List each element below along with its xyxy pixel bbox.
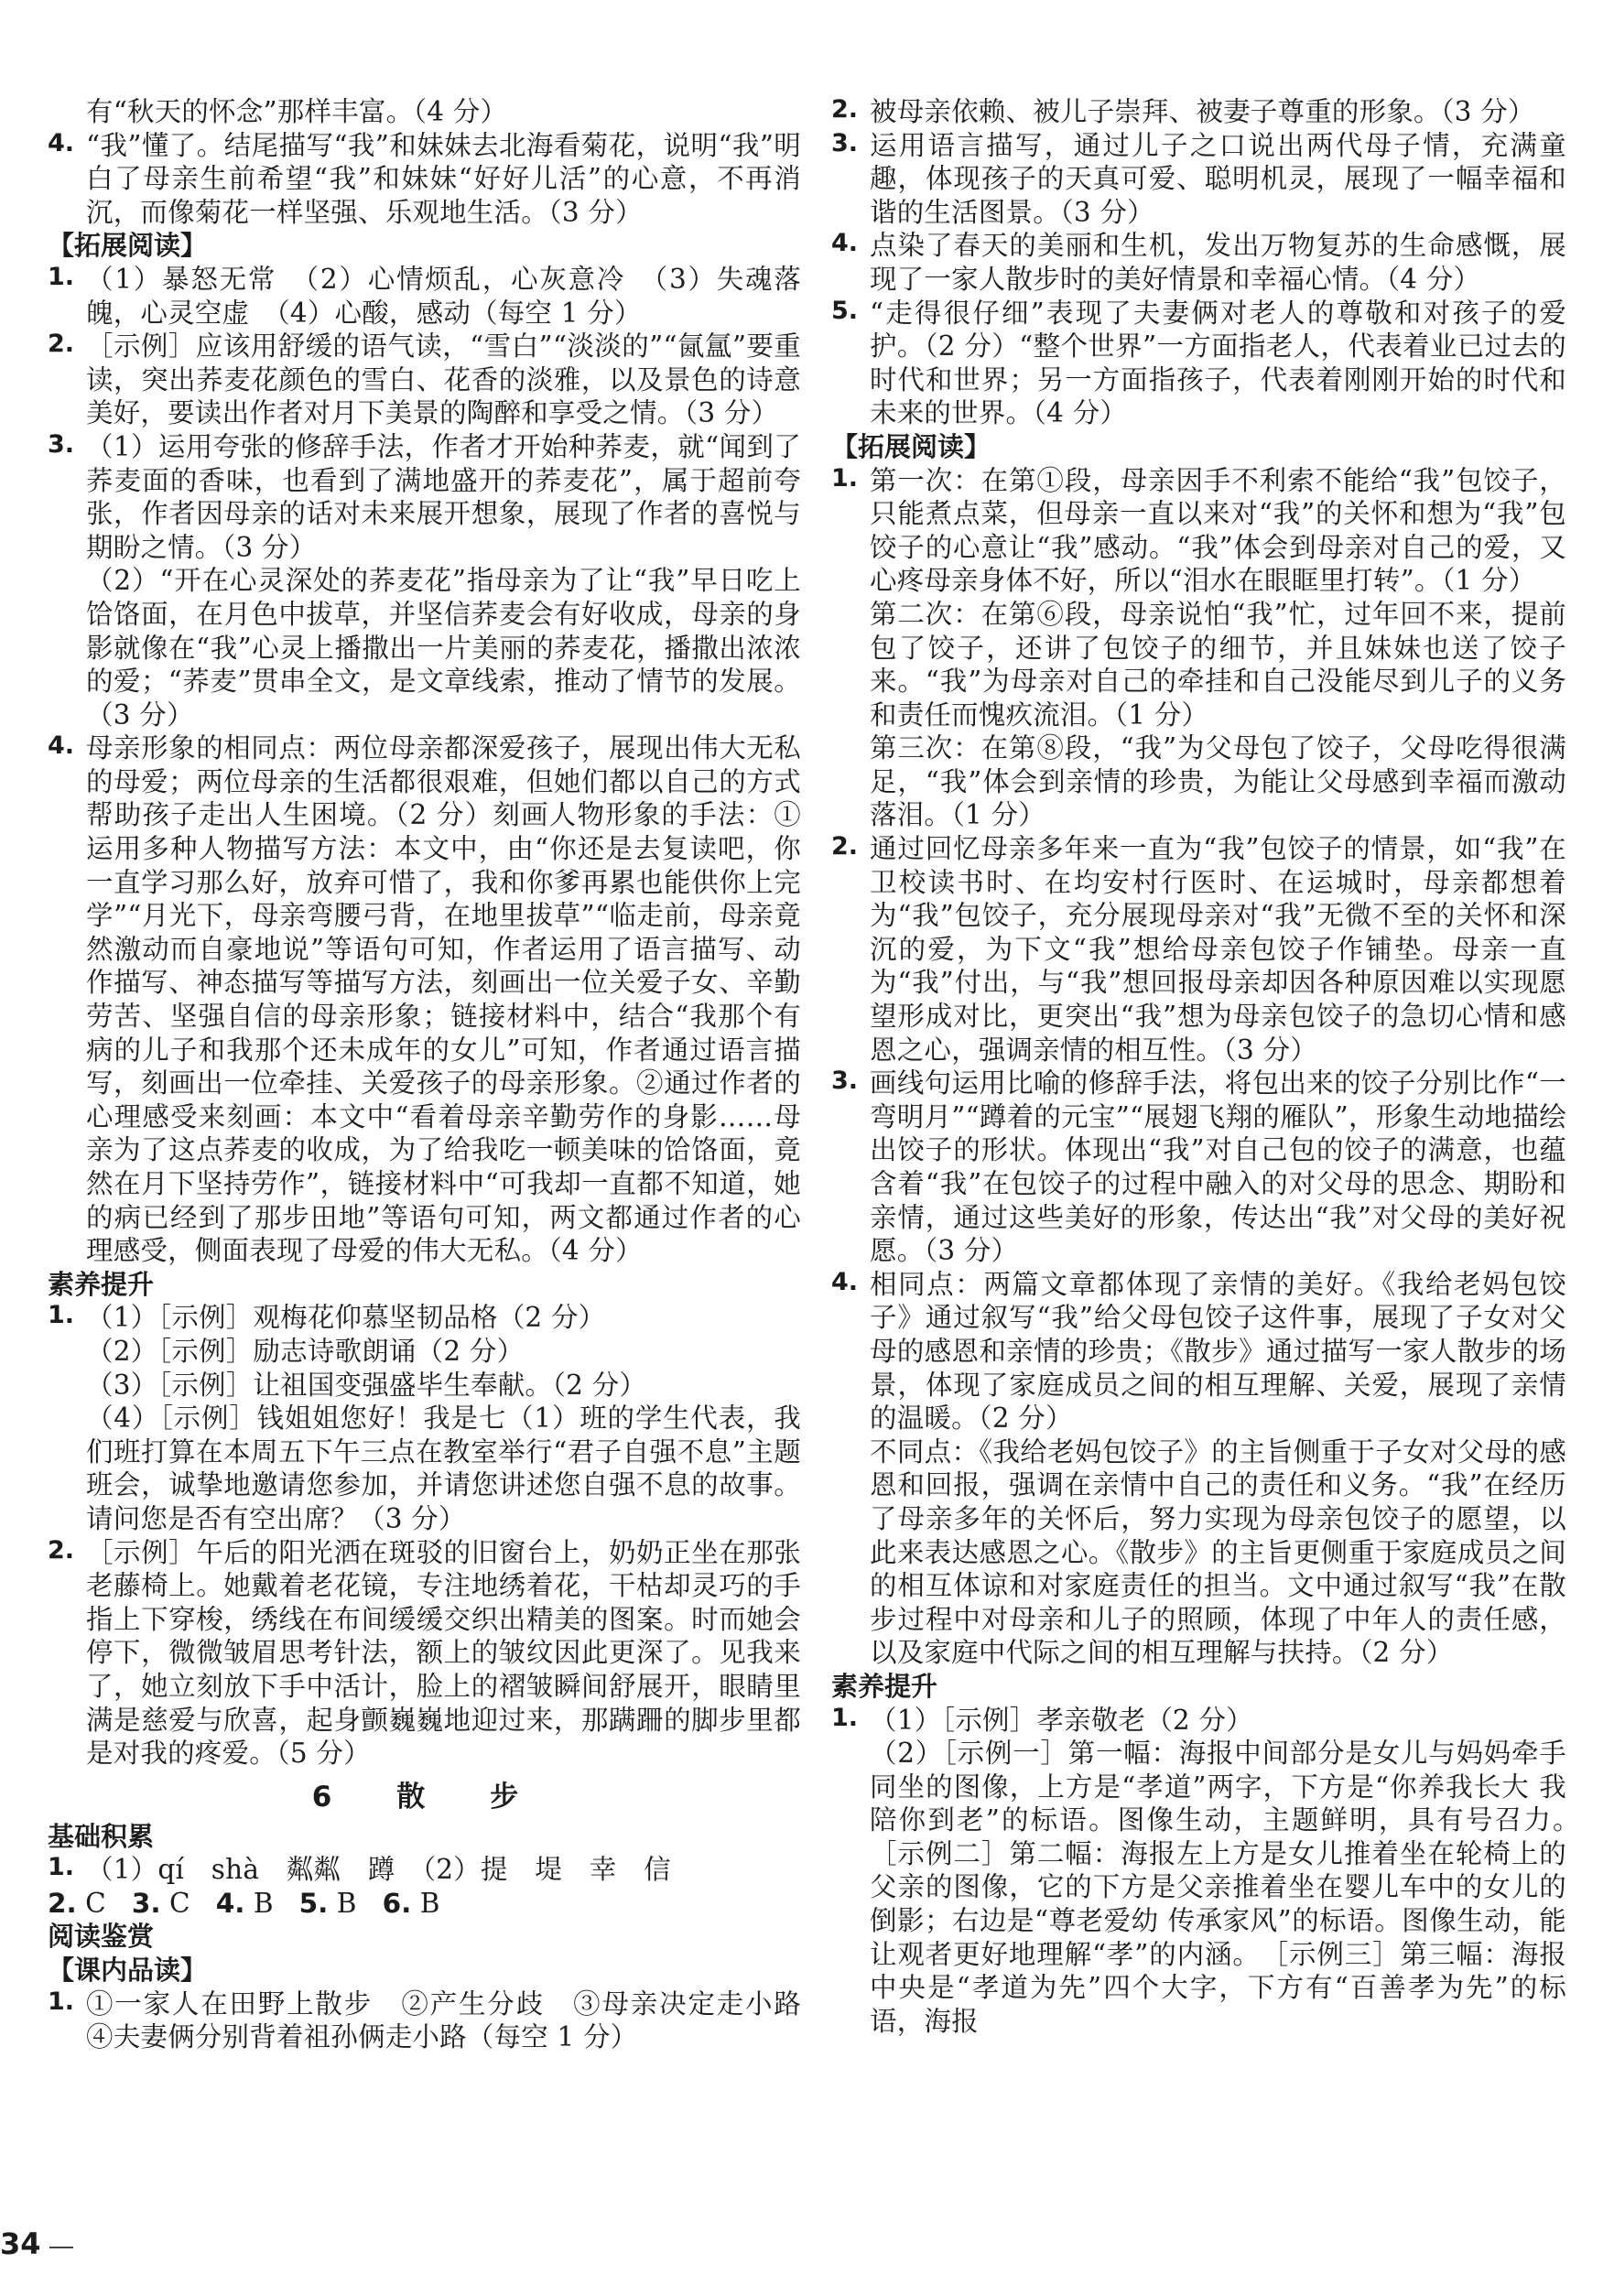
answer-subtext: （4）［示例］钱姐姐您好！我是七（1）班的学生代表，我们班打算在本周五下午三点在教室举行“君子自强不息”主题班会，诚挚地邀请您参加，并请您讲述您自强不息的故事。请问您是否有空出席？（3 分） [86, 1403, 801, 1534]
answer-subtext: 第三次：在第⑧段，“我”为父母包了饺子，父母吃得很满足，“我”体会到亲情的珍贵，为能让父母感到幸福而激动落泪。（1 分） [870, 732, 1566, 831]
item-number: 2. [831, 832, 859, 861]
choice-answer: B [336, 1887, 357, 1919]
section-heading-literacy: 素养提升 [831, 1670, 938, 1702]
answer-subtext: （1）［示例］孝亲敬老（2 分） [870, 1704, 1253, 1736]
answer-text: （1）运用夸张的修辞手法，作者才开始种荞麦，就“闻到了荞麦面的香味，也看到了满地盛开的荞麦花”，属于超前夸张，作者因母亲的话对未来展开想象，展现了作者的喜悦与期盼之情。（3 分） [86, 430, 801, 563]
answer-item [48, 1301, 801, 1535]
answer-text: 第一次：在第①段，母亲因手不利索不能给“我”包饺子，只能煮点菜，但母亲一直以来对“我”的关怀和想为“我”包饺子的心意让“我”感动。“我”体会到母亲对自己的爱，又心疼母亲身体不好，所以“泪水在眼眶里打转”。（1 分） [870, 464, 1566, 597]
item-number: 1. [831, 1703, 859, 1732]
choice-answer: C [168, 1887, 190, 1919]
answer-subtext: 第二次：在第⑥段，母亲说怕“我”忙，过年回不来，提前包了饺子，还讲了包饺子的细节，并且妹妹也送了饺子来。“我”为母亲对自己的牵挂和自己没能尽到儿子的义务和责任而愧疚流泪。（1 分） [870, 598, 1566, 731]
right-column [831, 95, 1594, 2038]
item-number: 1. [48, 1987, 75, 2016]
item-number: 1. [48, 262, 75, 291]
answer-item [48, 263, 801, 330]
item-number: 2. [48, 1535, 75, 1565]
section-heading-literacy: 素养提升 [48, 1268, 155, 1300]
item-number: 5. [298, 1887, 329, 1919]
item-number: 3. [831, 1067, 859, 1096]
item-number: 1. [48, 1853, 75, 1882]
item-number: 4. [215, 1887, 245, 1919]
page-number: 34 [0, 2226, 41, 2261]
answer-item [48, 430, 801, 731]
answer-item [831, 832, 1566, 1067]
lesson-title: 6 散 步 [311, 1780, 537, 1814]
answer-text: ①一家人在田野上散步 ②产生分歧 ③母亲决定走小路 ④夫妻俩分别背着祖孙俩走小路（每空 1 分） [86, 1987, 829, 2053]
continued-text: 有“秋天的怀念”那样丰富。（4 分） [86, 96, 508, 127]
answer-item [48, 129, 801, 230]
answer-subtext: （3）［示例］让祖国变强盛毕生奉献。（2 分） [86, 1369, 647, 1401]
answer-text: 相同点：两篇文章都体现了亲情的美好。《我给老妈包饺子》通过叙写“我”给父母包饺子这件事，展现了子女对父母的感恩和亲情的珍贵；《散步》通过描写一家人散步的场景，体现了家庭成员之间的相互理解、关爱，展现了亲情的温暖。（2 分） [870, 1268, 1566, 1435]
item-number: 4. [831, 229, 859, 258]
answer-text: 点染了春天的美丽和生机，发出万物复苏的生命感慨，展现了一家人散步时的美好情景和幸福心情。（4 分） [870, 230, 1566, 295]
section-heading-extended-reading: 【拓展阅读】 [831, 430, 991, 462]
section-heading-reading: 阅读鉴赏 [48, 1921, 155, 1953]
answer-subtext: （2）［示例一］第一幅：海报中间部分是女儿与妈妈牵手同坐的图像，上方是“孝道”两字，下方是“你养我长大 我陪你到老”的标语。图像生动，主题鲜明，具有号召力。 ［示例二］第二幅：海报左上方是女儿推着坐在轮椅上的父亲的图像，它的下方是父亲推着坐在婴儿车中的女儿的倒影；右边是“尊老爱幼 传承家风”的标语。图像生动，能让观者更好地理解“孝”的内涵。 ［示例三］第三幅：海报中央是“孝道为先”四个大字，下方有“百善孝为先”的标语，海报 [870, 1738, 1594, 2037]
answer-text: 通过回忆母亲多年来一直为“我”包饺子的情景，如“我”在卫校读书时、在均安村行医时、在运城时，母亲都想着为“我”包饺子，充分展现母亲对“我”无微不至的关怀和深沉的爱，为下文“我”想给母亲包饺子作铺垫。母亲一直为“我”付出，与“我”想回报母亲却因各种原因难以实现愿望形成对比，更突出“我”想为母亲包饺子的急切心情和感恩之心，强调亲情的相互性。（3 分） [870, 833, 1566, 1066]
answer-text: （1）暴怒无常 （2）心情烦乱，心灰意冷 （3）失魂落魄，心灵空虚 （4）心酸，感动（每空 1 分） [86, 263, 801, 329]
answer-text: 运用语言描写，通过儿子之口说出两代母子情，充满童趣，体现孩子的天真可爱、聪明机灵，展现了一幅幸福和谐的生活图景。（3 分） [870, 129, 1566, 228]
item-number: 4. [48, 128, 75, 157]
item-number: 1. [831, 463, 859, 493]
answer-item [831, 229, 1566, 296]
answer-item [831, 464, 1566, 833]
answer-subtext: （2）［示例］励志诗歌朗诵（2 分） [86, 1335, 525, 1367]
answer-item [831, 95, 1566, 129]
answer-text: 被母亲依赖、被儿子崇拜、被妻子尊重的形象。（3 分） [870, 96, 1535, 127]
item-number: 3. [131, 1887, 161, 1919]
section-heading-in-class-reading: 【课内品读】 [48, 1955, 208, 1987]
section-heading-extended-reading: 【拓展阅读】 [48, 230, 208, 262]
choice-answer: C [85, 1887, 106, 1919]
answer-subtext: （2）“开在心灵深处的荞麦花”指母亲为了让“我”早日吃上饸饹面，在月色中拔草，并坚信荞麦会有好收成，母亲的身影就像在“我”心灵上播撒出一片美丽的荞麦花，播撒出浓浓的爱；“荞麦”贯串全文，是文章线索，推动了情节的发展。（3 分） [86, 565, 801, 731]
page-number-rule [49, 2247, 73, 2248]
answer-item [48, 1853, 801, 1887]
answer-text: ［示例］午后的阳光洒在斑驳的旧窗台上，奶奶正坐在那张老藤椅上。她戴着老花镜，专注地绣着花，干枯却灵巧的手指上下穿梭，绣线在布间缓缓交织出精美的图案。时而她会停下，微微皱眉思考针法，额上的皱纹因此更深了。见我来了，她立刻放下手中活计，脸上的褶皱瞬间舒展开，眼睛里满是慈爱与欣喜，起身颤巍巍地迎过来，那蹒跚的脚步里都是对我的疼爱。（5 分） [86, 1536, 801, 1770]
answer-item [48, 731, 801, 1268]
answer-subtext: （1）［示例］观梅花仰慕坚韧品格（2 分） [86, 1302, 606, 1334]
answer-item [831, 1067, 1566, 1268]
answer-subtext: 不同点：《我给老妈包饺子》的主旨侧重于子女对父母的感恩和回报，强调在亲情中自己的责任和义务。“我”在经历了母亲多年的关怀后，努力实现为母亲包饺子的愿望，以此来表达感恩之心。《散步》的主旨更侧重于家庭成员之间的相互体谅和对家庭责任的担当。文中通过叙写“我”在散步过程中对母亲和儿子的照顾，体现了中年人的责任感，以及家庭中代际之间的相互理解与扶持。（2 分） [870, 1435, 1566, 1669]
answer-text: “我”懂了。结尾描写“我”和妹妹去北海看菊花，说明“我”明白了母亲生前希望“我”和妹妹“好好儿活”的心意，不再消沉，而像菊花一样坚强、乐观地生活。（3 分） [86, 129, 801, 228]
item-number: 4. [48, 731, 75, 761]
choice-answers-row [48, 1887, 801, 1921]
item-number: 4. [831, 1267, 859, 1296]
answer-item [831, 129, 1566, 230]
item-number: 3. [48, 429, 75, 459]
answer-text: （1）qí shà 粼粼 蹲 （2）提 堤 幸 信 [86, 1854, 671, 1886]
answer-text: 母亲形象的相同点：两位母亲都深爱孩子，展现出伟大无私的母爱；两位母亲的生活都很艰难，但她们都以自己的方式帮助孩子走出人生困境。（2 分）刻画人物形象的手法：①运用多种人物描写方法：本文中，由“你还是去复读吧，你一直学习那么好，放弃可惜了，我和你爹再累也能供你上完学”“月光下，母亲弯腰弓背，在地里拔草”“临走前，母亲竟然激动而自豪地说”等语句可知，作者运用了语言描写、动作描写、神态描写等描写方法，刻画出一位关爱子女、辛勤劳苦、坚强自信的母亲形象；链接材料中，结合“我那个有病的儿子和我那个还未成年的女儿”可知，作者通过语言描写，刻画出一位牵挂、关爱孩子的母亲形象。②通过作者的心理感受来刻画：本文中“看着母亲辛勤劳作的身影……母亲为了这点荞麦的收成，为了给我吃一顿美味的饸饹面，竟然在月下坚持劳作”，链接材料中“可我却一直都不知道，她的病已经到了那步田地”等语句可知，两文都通过作者的心理感受，侧面表现了母爱的伟大无私。（4 分） [86, 732, 801, 1267]
answer-text: ［示例］应该用舒缓的语气读，“雪白”“淡淡的”“氤氲”要重读，突出荞麦花颜色的雪白、花香的淡雅，以及景色的诗意美好，要读出作者对月下美景的陶醉和享受之情。（3 分） [86, 330, 801, 429]
answer-item [831, 1268, 1566, 1670]
item-number: 5. [831, 296, 859, 325]
answer-item [48, 1536, 801, 1771]
answer-text: 画线句运用比喻的修辞手法，将包出来的饺子分别比作“一弯明月”“蹲着的元宝”“展翅飞翔的雁队”，形象生动地描绘出饺子的形状。体现出“我”对自己包的饺子的满意，也蕴含着“我”在包饺子的过程中融入的对父母的思念、期盼和亲情，通过这些美好的形象，传达出“我”对父母的美好祝愿。（3 分） [870, 1067, 1566, 1267]
answer-item [831, 1703, 1594, 2039]
answer-item [48, 330, 801, 430]
answer-item [48, 1987, 829, 2054]
item-number: 2. [831, 95, 859, 124]
choice-answer: B [419, 1887, 440, 1919]
choice-answer: B [253, 1887, 274, 1919]
answer-item [831, 297, 1566, 430]
item-number: 2. [48, 330, 75, 359]
section-heading-basics: 基础积累 [48, 1820, 155, 1852]
item-number: 2. [48, 1887, 77, 1919]
item-number: 1. [48, 1301, 75, 1330]
left-column [48, 95, 829, 2054]
answer-text: “走得很仔细”表现了夫妻俩对老人的尊敬和对孩子的爱护。（2 分）“整个世界”一方面指老人，代表着业已过去的时代和世界；另一方面指孩子，代表着刚刚开始的时代和未来的世界。（4 分） [870, 297, 1566, 429]
item-number: 3. [831, 128, 859, 157]
item-number: 6. [382, 1887, 412, 1919]
